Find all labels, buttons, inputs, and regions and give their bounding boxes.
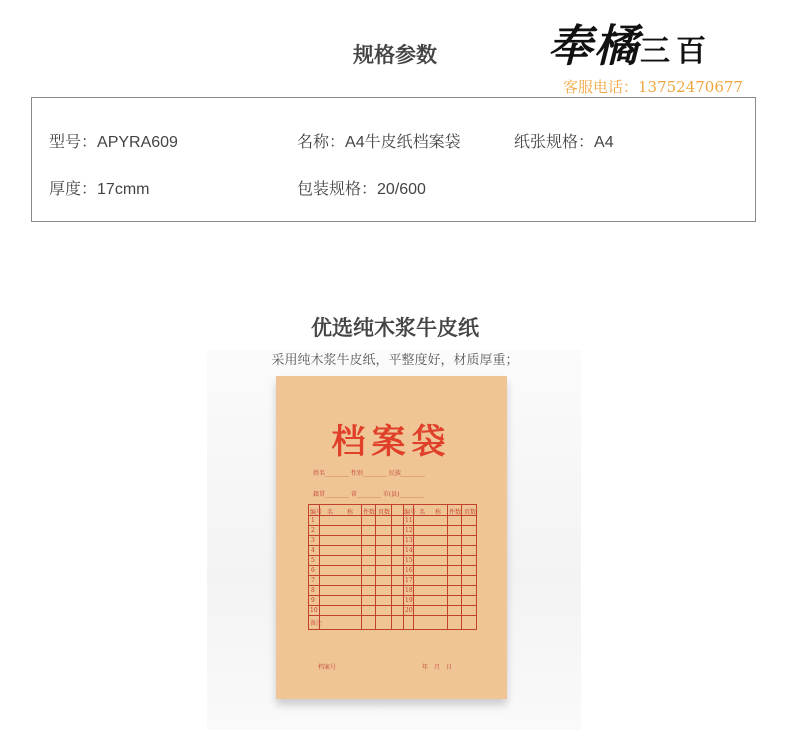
feature-section-subtitle: 采用纯木浆牛皮纸，平整度好，材质厚重； — [271, 352, 519, 367]
envelope-form-table — [308, 504, 477, 630]
row-number: 3 — [311, 537, 315, 544]
row-number: 16 — [405, 567, 413, 574]
row-number: 17 — [405, 577, 413, 584]
spec-label: 型号： — [49, 134, 98, 151]
row-number: 8 — [311, 587, 315, 594]
spec-label: 名称： — [297, 134, 346, 151]
customer-service-phone: 客服电话：13752470677 — [563, 78, 743, 96]
row-number: 20 — [405, 607, 413, 614]
brand-name-suffix: 三百 — [640, 34, 712, 69]
spec-value: 20/600 — [377, 181, 426, 198]
spec-value: A4 — [594, 134, 614, 151]
spec-value: 17cmm — [97, 181, 150, 198]
spec-packaging — [297, 176, 426, 199]
kraft-envelope-image — [276, 376, 507, 699]
table-header-pages: 页数 — [378, 509, 391, 516]
table-header-title: 称 — [347, 509, 354, 516]
table-header-number: 编号 — [310, 509, 323, 516]
row-remarks: 备注 — [310, 620, 323, 627]
table-header-count: 件数 — [363, 509, 376, 516]
spec-thickness — [49, 176, 149, 199]
spec-model — [49, 129, 178, 152]
row-number: 9 — [311, 597, 315, 604]
spec-value: APYRA609 — [97, 134, 178, 151]
row-number: 12 — [405, 527, 413, 534]
row-number: 6 — [311, 567, 315, 574]
table-header-count-right: 件数 — [449, 509, 462, 516]
spec-value: A4牛皮纸档案袋 — [345, 134, 461, 151]
envelope-line-origin: 籍贯________ 省________ 市(县)________ — [313, 491, 424, 498]
row-number: 14 — [405, 547, 413, 554]
row-number: 1 — [311, 517, 315, 524]
table-header-name-right: 名 — [419, 509, 426, 516]
row-number: 2 — [311, 527, 315, 534]
table-header-name: 名 — [327, 509, 334, 516]
spec-label: 纸张规格： — [514, 134, 595, 151]
spec-product-name — [297, 129, 461, 152]
envelope-archive-number: 档案号 — [318, 664, 337, 671]
envelope-date: 年 月 日 — [422, 664, 453, 671]
row-number: 19 — [405, 597, 413, 604]
row-number: 10 — [310, 607, 318, 614]
row-number: 15 — [405, 557, 413, 564]
envelope-title: 档案袋 — [331, 422, 452, 462]
spec-table — [31, 97, 756, 222]
table-header-pages-right: 页数 — [464, 509, 477, 516]
row-number: 4 — [311, 547, 315, 554]
spec-paper-size — [514, 129, 614, 152]
feature-section-title: 优选纯木浆牛皮纸 — [311, 317, 479, 340]
row-number: 5 — [311, 557, 315, 564]
row-number: 13 — [405, 537, 413, 544]
table-header-number-right: 编号 — [404, 509, 417, 516]
brand-name: 奉橘 — [548, 21, 640, 72]
spec-label: 包装规格： — [297, 181, 378, 198]
spec-label: 厚度： — [49, 181, 98, 198]
spec-section-title: 规格参数 — [353, 44, 437, 67]
row-number: 11 — [405, 517, 413, 524]
row-number: 7 — [311, 577, 315, 584]
envelope-line-name: 姓名________ 性别________ 民族________ — [313, 470, 425, 477]
table-header-title-right: 称 — [435, 509, 442, 516]
row-number: 18 — [405, 587, 413, 594]
